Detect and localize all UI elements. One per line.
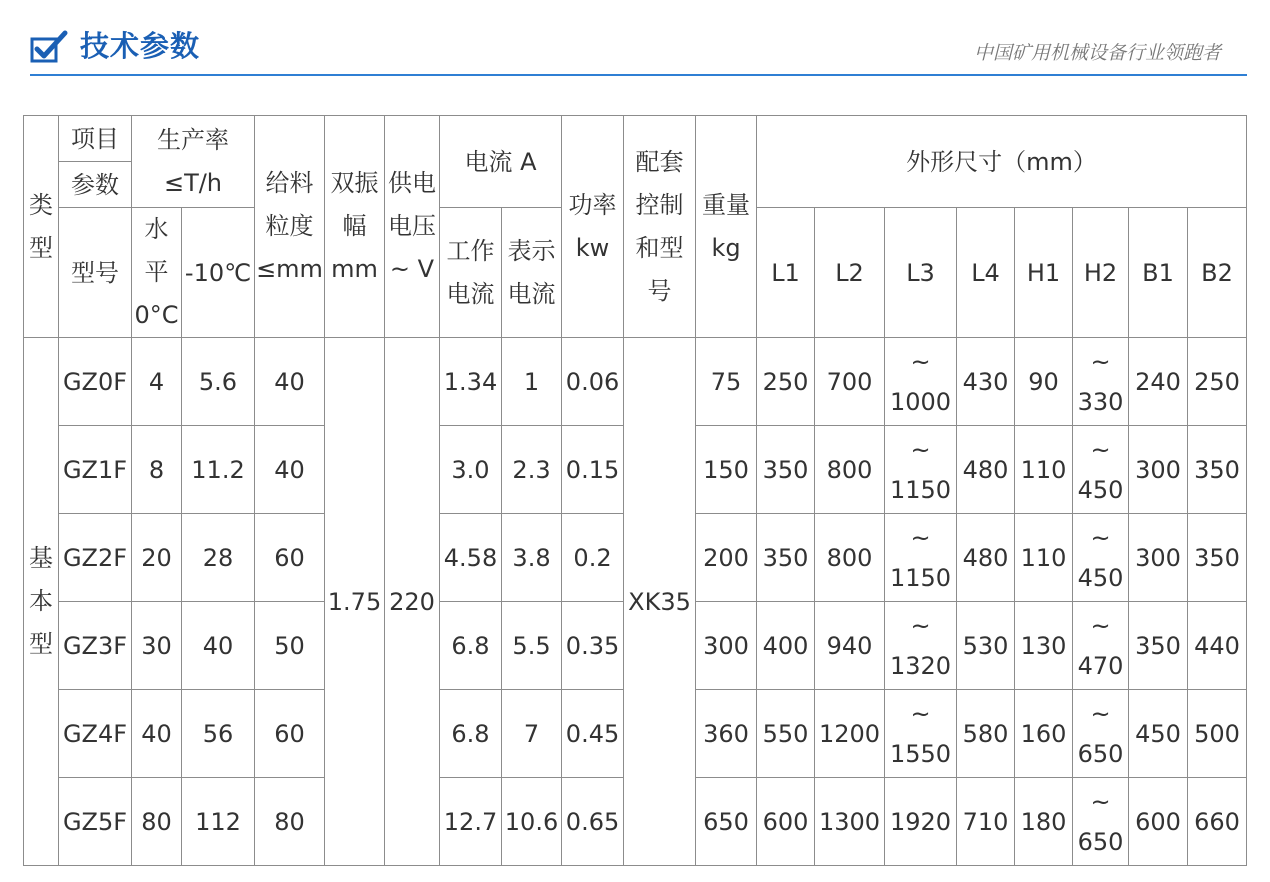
work-current-header: 工作 电流 xyxy=(440,208,502,338)
feed-size-cell: 60 xyxy=(255,690,325,778)
power-cell: 0.06 xyxy=(562,338,624,426)
header-divider xyxy=(30,74,1247,76)
dim-header-b2: B2 xyxy=(1188,208,1247,338)
model-cell: GZ0F xyxy=(59,338,132,426)
model-cell: GZ5F xyxy=(59,778,132,866)
b2-cell: 660 xyxy=(1188,778,1247,866)
work-current-cell: 12.7 xyxy=(440,778,502,866)
header-row xyxy=(24,116,1247,162)
l2-cell: 1200 xyxy=(815,690,885,778)
feed-size-cell: 50 xyxy=(255,602,325,690)
display-current-cell: 1 xyxy=(502,338,562,426)
l1-cell: 350 xyxy=(757,514,815,602)
decline-rate-cell: 11.2 xyxy=(182,426,255,514)
b2-cell: 500 xyxy=(1188,690,1247,778)
dim-header-l3: L3 xyxy=(885,208,957,338)
b2-cell: 250 xyxy=(1188,338,1247,426)
category-cell: 基 本 型 xyxy=(24,338,59,866)
h2-cell: ~ 650 xyxy=(1073,778,1129,866)
decline-rate-cell: 112 xyxy=(182,778,255,866)
param-label: 参数 xyxy=(59,162,132,208)
l1-cell: 250 xyxy=(757,338,815,426)
horizontal-rate-cell: 40 xyxy=(132,690,182,778)
voltage-cell: 220 xyxy=(385,338,440,866)
dim-header-l2: L2 xyxy=(815,208,885,338)
h1-cell: 130 xyxy=(1015,602,1073,690)
controller-cell: XK35 xyxy=(624,338,696,866)
work-current-cell: 4.58 xyxy=(440,514,502,602)
l4-cell: 430 xyxy=(957,338,1015,426)
b2-cell: 350 xyxy=(1188,514,1247,602)
l4-cell: 530 xyxy=(957,602,1015,690)
b2-cell: 440 xyxy=(1188,602,1247,690)
l4-cell: 580 xyxy=(957,690,1015,778)
horizontal-rate-cell: 80 xyxy=(132,778,182,866)
l3-cell: 1920 xyxy=(885,778,957,866)
amplitude-cell: 1.75 xyxy=(325,338,385,866)
weight-cell: 650 xyxy=(696,778,757,866)
h2-cell: ~ 450 xyxy=(1073,514,1129,602)
l2-cell: 800 xyxy=(815,426,885,514)
display-current-cell: 3.8 xyxy=(502,514,562,602)
decline-rate-cell: 5.6 xyxy=(182,338,255,426)
power-cell: 0.15 xyxy=(562,426,624,514)
l1-cell: 550 xyxy=(757,690,815,778)
l4-cell: 480 xyxy=(957,514,1015,602)
feed-size-header: 给料 粒度 ≤mm xyxy=(255,116,325,338)
power-cell: 0.45 xyxy=(562,690,624,778)
weight-cell: 150 xyxy=(696,426,757,514)
decline-rate-cell: 40 xyxy=(182,602,255,690)
h2-cell: ~ 650 xyxy=(1073,690,1129,778)
amplitude-header: 双振 幅 mm xyxy=(325,116,385,338)
power-cell: 0.2 xyxy=(562,514,624,602)
item-label: 项目 xyxy=(59,116,132,162)
display-current-cell: 5.5 xyxy=(502,602,562,690)
production-header: 生产率 ≤T/h xyxy=(132,116,255,208)
page-title: 技术参数 xyxy=(80,29,201,63)
power-header: 功率 kw xyxy=(562,116,624,338)
decline-rate-cell: 28 xyxy=(182,514,255,602)
h2-cell: ~ 470 xyxy=(1073,602,1129,690)
l1-cell: 400 xyxy=(757,602,815,690)
voltage-header: 供电 电压 ~ V xyxy=(385,116,440,338)
l3-cell: ~ 1150 xyxy=(885,426,957,514)
display-current-header: 表示 电流 xyxy=(502,208,562,338)
h1-cell: 110 xyxy=(1015,514,1073,602)
h2-cell: ~ 330 xyxy=(1073,338,1129,426)
l3-cell: ~ 1150 xyxy=(885,514,957,602)
current-header: 电流 A xyxy=(440,116,562,208)
b1-cell: 450 xyxy=(1129,690,1188,778)
l3-cell: ~ 1000 xyxy=(885,338,957,426)
b1-cell: 300 xyxy=(1129,426,1188,514)
dim-header-h2: H2 xyxy=(1073,208,1129,338)
b1-cell: 240 xyxy=(1129,338,1188,426)
l4-cell: 480 xyxy=(957,426,1015,514)
l2-cell: 700 xyxy=(815,338,885,426)
type-header: 类 型 xyxy=(24,116,59,338)
dimensions-header: 外形尺寸（mm） xyxy=(757,116,1247,208)
model-cell: GZ1F xyxy=(59,426,132,514)
h1-cell: 90 xyxy=(1015,338,1073,426)
model-cell: GZ4F xyxy=(59,690,132,778)
model-cell: GZ2F xyxy=(59,514,132,602)
work-current-cell: 1.34 xyxy=(440,338,502,426)
work-current-cell: 6.8 xyxy=(440,690,502,778)
horizontal-rate-cell: 20 xyxy=(132,514,182,602)
l3-cell: ~ 1320 xyxy=(885,602,957,690)
b2-cell: 350 xyxy=(1188,426,1247,514)
controller-header: 配套 控制 和型 号 xyxy=(624,116,696,338)
l1-cell: 350 xyxy=(757,426,815,514)
dim-header-l1: L1 xyxy=(757,208,815,338)
horizontal-header: 水 平 0°C xyxy=(132,208,182,338)
horizontal-rate-cell: 30 xyxy=(132,602,182,690)
feed-size-cell: 40 xyxy=(255,338,325,426)
spec-table xyxy=(23,115,1247,866)
display-current-cell: 2.3 xyxy=(502,426,562,514)
feed-size-cell: 40 xyxy=(255,426,325,514)
weight-cell: 300 xyxy=(696,602,757,690)
table-row xyxy=(24,338,1247,426)
dim-header-l4: L4 xyxy=(957,208,1015,338)
h1-cell: 160 xyxy=(1015,690,1073,778)
work-current-cell: 6.8 xyxy=(440,602,502,690)
display-current-cell: 7 xyxy=(502,690,562,778)
power-cell: 0.65 xyxy=(562,778,624,866)
b1-cell: 350 xyxy=(1129,602,1188,690)
decline-rate-cell: 56 xyxy=(182,690,255,778)
h1-cell: 110 xyxy=(1015,426,1073,514)
weight-cell: 200 xyxy=(696,514,757,602)
section-header xyxy=(30,20,1247,76)
power-cell: 0.35 xyxy=(562,602,624,690)
horizontal-rate-cell: 8 xyxy=(132,426,182,514)
h2-cell: ~ 450 xyxy=(1073,426,1129,514)
l2-cell: 940 xyxy=(815,602,885,690)
work-current-cell: 3.0 xyxy=(440,426,502,514)
decline-header: -10℃ xyxy=(182,208,255,338)
horizontal-rate-cell: 4 xyxy=(132,338,182,426)
dim-header-b1: B1 xyxy=(1129,208,1188,338)
l4-cell: 710 xyxy=(957,778,1015,866)
l3-cell: ~ 1550 xyxy=(885,690,957,778)
checkbox-check-icon xyxy=(30,30,68,64)
l2-cell: 1300 xyxy=(815,778,885,866)
weight-cell: 360 xyxy=(696,690,757,778)
weight-header: 重量 kg xyxy=(696,116,757,338)
b1-cell: 600 xyxy=(1129,778,1188,866)
l1-cell: 600 xyxy=(757,778,815,866)
feed-size-cell: 60 xyxy=(255,514,325,602)
slogan-text: 中国矿用机械设备行业领跑者 xyxy=(973,42,1221,64)
h1-cell: 180 xyxy=(1015,778,1073,866)
display-current-cell: 10.6 xyxy=(502,778,562,866)
weight-cell: 75 xyxy=(696,338,757,426)
b1-cell: 300 xyxy=(1129,514,1188,602)
l2-cell: 800 xyxy=(815,514,885,602)
model-label: 型号 xyxy=(59,208,132,338)
feed-size-cell: 80 xyxy=(255,778,325,866)
model-cell: GZ3F xyxy=(59,602,132,690)
dim-header-h1: H1 xyxy=(1015,208,1073,338)
